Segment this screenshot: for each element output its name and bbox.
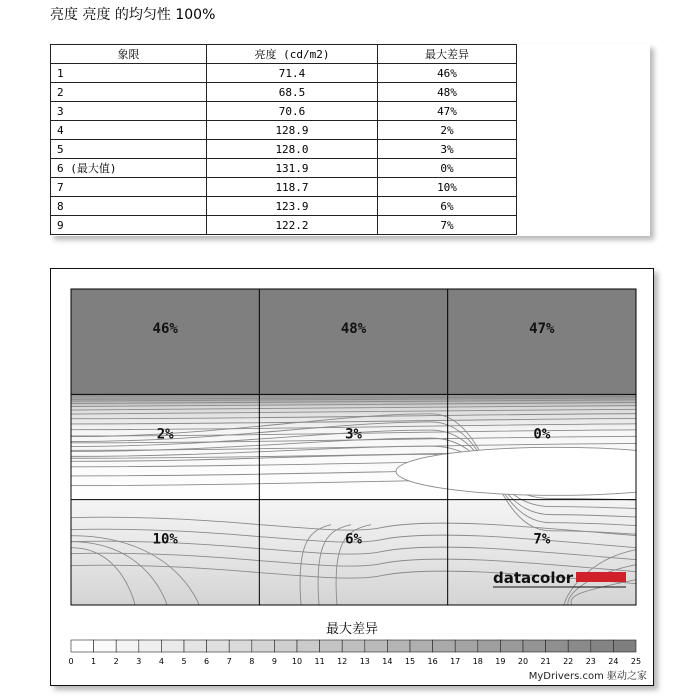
legend-tick-label: 9 xyxy=(271,657,277,666)
legend-swatch xyxy=(568,640,591,652)
cell-quadrant: 5 xyxy=(51,140,207,159)
legend-tick-label: 1 xyxy=(91,657,97,666)
legend-tick-label: 14 xyxy=(382,657,393,666)
legend-swatch xyxy=(365,640,388,652)
cell-max-diff: 48% xyxy=(378,83,517,102)
table-header-row xyxy=(51,45,517,64)
table-row xyxy=(51,159,517,178)
legend-tick-label: 4 xyxy=(158,657,164,666)
logo-text: datacolor xyxy=(493,569,574,587)
legend-tick-label: 24 xyxy=(608,657,619,666)
legend-swatch xyxy=(342,640,365,652)
table-row xyxy=(51,197,517,216)
luminance-table xyxy=(50,44,517,235)
cell-value-label: 48% xyxy=(340,321,367,337)
legend-tick-label: 13 xyxy=(359,657,370,666)
legend-swatch xyxy=(320,640,343,652)
legend-tick-label: 21 xyxy=(540,657,551,666)
cell-quadrant: 6 (最大值) xyxy=(51,159,207,178)
legend-tick-label: 16 xyxy=(427,657,438,666)
cell-max-diff: 7% xyxy=(378,216,517,235)
legend-swatch xyxy=(500,640,523,652)
uniformity-chart-card xyxy=(50,268,654,686)
watermark: MyDrivers.com 驱动之家 xyxy=(528,671,647,682)
legend xyxy=(68,621,641,666)
legend-swatch xyxy=(94,640,117,652)
cell-max-diff: 10% xyxy=(378,178,517,197)
heat-region-top xyxy=(71,289,636,394)
logo-bar xyxy=(576,572,626,582)
legend-tick-label: 11 xyxy=(314,657,325,666)
cell-value-label: 3% xyxy=(345,426,362,443)
legend-tick-label: 12 xyxy=(337,657,348,666)
legend-tick-label: 15 xyxy=(404,657,416,666)
cell-luminance: 128.0 xyxy=(207,140,378,159)
legend-swatch xyxy=(274,640,297,652)
legend-swatch xyxy=(184,640,207,652)
heatmap-plot xyxy=(71,289,653,605)
legend-tick-label: 6 xyxy=(204,657,210,666)
legend-swatch xyxy=(523,640,546,652)
legend-tick-label: 17 xyxy=(450,657,461,666)
cell-luminance: 131.9 xyxy=(207,159,378,178)
cell-luminance: 68.5 xyxy=(207,83,378,102)
legend-title: 最大差异 xyxy=(325,622,379,637)
cell-value-label: 10% xyxy=(152,531,178,548)
legend-swatch xyxy=(161,640,184,652)
col-header-max-diff: 最大差异 xyxy=(378,45,517,64)
legend-tick-label: 7 xyxy=(226,657,232,666)
cell-quadrant: 4 xyxy=(51,121,207,140)
luminance-table-card xyxy=(50,44,650,236)
col-header-quadrant: 象限 xyxy=(51,45,207,64)
cell-value-label: 6% xyxy=(345,531,362,548)
legend-swatch xyxy=(546,640,569,652)
cell-luminance: 118.7 xyxy=(207,178,378,197)
cell-luminance: 70.6 xyxy=(207,102,378,121)
table-row xyxy=(51,140,517,159)
legend-swatch xyxy=(387,640,410,652)
legend-swatch xyxy=(116,640,139,652)
legend-tick-label: 23 xyxy=(585,657,596,666)
legend-tick-label: 22 xyxy=(563,657,574,666)
legend-tick-label: 2 xyxy=(113,657,119,666)
cell-luminance: 71.4 xyxy=(207,64,378,83)
legend-swatch xyxy=(455,640,478,652)
legend-tick-label: 19 xyxy=(495,657,506,666)
table-row xyxy=(51,121,517,140)
legend-tick-label: 0 xyxy=(68,657,74,666)
col-header-luminance: 亮度 (cd/m2) xyxy=(207,45,378,64)
table-row xyxy=(51,102,517,121)
table-row xyxy=(51,216,517,235)
cell-quadrant: 3 xyxy=(51,102,207,121)
cell-value-label: 0% xyxy=(533,426,551,443)
legend-tick-label: 18 xyxy=(472,657,483,666)
legend-tick-label: 8 xyxy=(249,657,255,666)
legend-tick-label: 25 xyxy=(630,657,642,666)
legend-swatch xyxy=(71,640,94,652)
legend-swatch xyxy=(613,640,636,652)
cell-max-diff: 46% xyxy=(378,64,517,83)
cell-value-label: 47% xyxy=(529,321,555,337)
page-title: 亮度 亮度 的均匀性 100% xyxy=(50,7,216,23)
cell-value-label: 2% xyxy=(156,426,174,443)
cell-max-diff: 0% xyxy=(378,159,517,178)
cell-value-label: 46% xyxy=(152,321,178,337)
legend-swatch xyxy=(410,640,433,652)
cell-max-diff: 2% xyxy=(378,121,517,140)
legend-tick-label: 20 xyxy=(517,657,529,666)
legend-swatch xyxy=(591,640,614,652)
cell-max-diff: 3% xyxy=(378,140,517,159)
cell-max-diff: 47% xyxy=(378,102,517,121)
table-row xyxy=(51,64,517,83)
table-row xyxy=(51,83,517,102)
legend-tick-label: 3 xyxy=(136,657,142,666)
legend-swatch xyxy=(229,640,252,652)
legend-swatch xyxy=(139,640,162,652)
cell-quadrant: 9 xyxy=(51,216,207,235)
cell-quadrant: 1 xyxy=(51,64,207,83)
cell-quadrant: 7 xyxy=(51,178,207,197)
legend-swatch xyxy=(252,640,275,652)
legend-swatch xyxy=(433,640,456,652)
table-row xyxy=(51,178,517,197)
legend-tick-label: 5 xyxy=(181,657,187,666)
uniformity-heatmap xyxy=(51,269,653,685)
legend-tick-label: 10 xyxy=(291,657,303,666)
cell-luminance: 128.9 xyxy=(207,121,378,140)
legend-swatch xyxy=(297,640,320,652)
cell-luminance: 122.2 xyxy=(207,216,378,235)
cell-quadrant: 2 xyxy=(51,83,207,102)
cell-luminance: 123.9 xyxy=(207,197,378,216)
cell-value-label: 7% xyxy=(533,531,551,548)
cell-quadrant: 8 xyxy=(51,197,207,216)
cell-max-diff: 6% xyxy=(378,197,517,216)
legend-swatch xyxy=(478,640,501,652)
legend-swatch xyxy=(207,640,230,652)
